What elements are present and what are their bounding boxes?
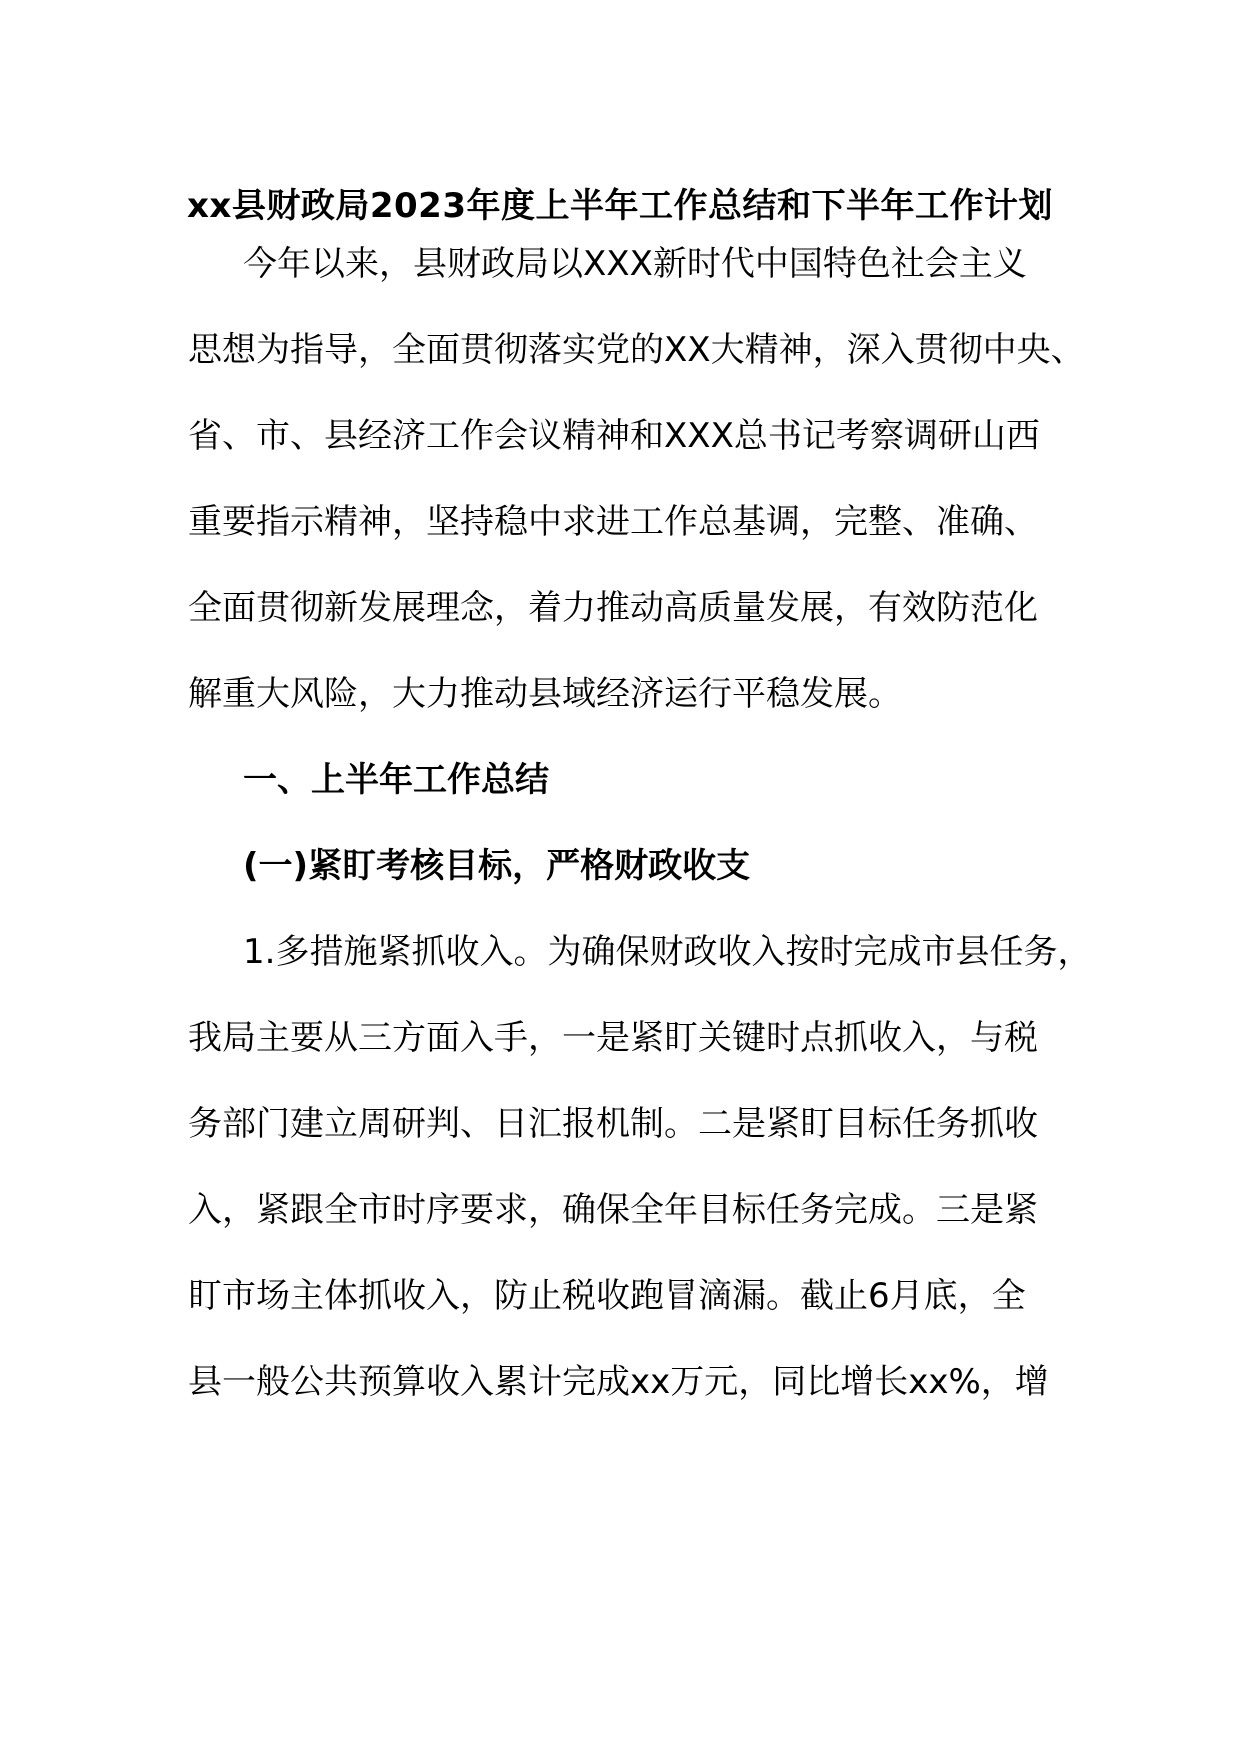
- intro-line-4: 重要指示精神，坚持稳中求进工作总基调，完整、准确、: [188, 502, 1038, 542]
- item-1-line-6: 县一般公共预算收入累计完成xx万元，同比增长xx%，增: [188, 1362, 1049, 1402]
- item-1-line-5: 盯市场主体抓收入，防止税收跑冒滴漏。截止6月底，全: [188, 1276, 1026, 1316]
- intro-line-2: 思想为指导，全面贯彻落实党的XX大精神，深入贯彻中央、: [188, 330, 1085, 370]
- item-1-line-3: 务部门建立周研判、日汇报机制。二是紧盯目标任务抓收: [188, 1104, 1038, 1144]
- item-1-line-4: 入，紧跟全市时序要求，确保全年目标任务完成。三是紧: [188, 1190, 1038, 1230]
- item-1-line-1: 1.多措施紧抓收入。为确保财政收入按时完成市县任务，: [243, 932, 1092, 972]
- subsection-heading-1: (一)紧盯考核目标，严格财政收支: [243, 846, 751, 886]
- section-heading-1: 一、上半年工作总结: [243, 760, 549, 800]
- intro-line-6: 解重大风险，大力推动县域经济运行平稳发展。: [188, 674, 902, 714]
- intro-line-5: 全面贯彻新发展理念，着力推动高质量发展，有效防范化: [188, 588, 1038, 628]
- intro-line-1: 今年以来，县财政局以XXX新时代中国特色社会主义: [243, 244, 1027, 284]
- item-1-line-2: 我局主要从三方面入手，一是紧盯关键时点抓收入，与税: [188, 1018, 1038, 1058]
- intro-line-3: 省、市、县经济工作会议精神和XXX总书记考察调研山西: [188, 416, 1040, 456]
- document-title: xx县财政局2023年度上半年工作总结和下半年工作计划: [187, 186, 1053, 226]
